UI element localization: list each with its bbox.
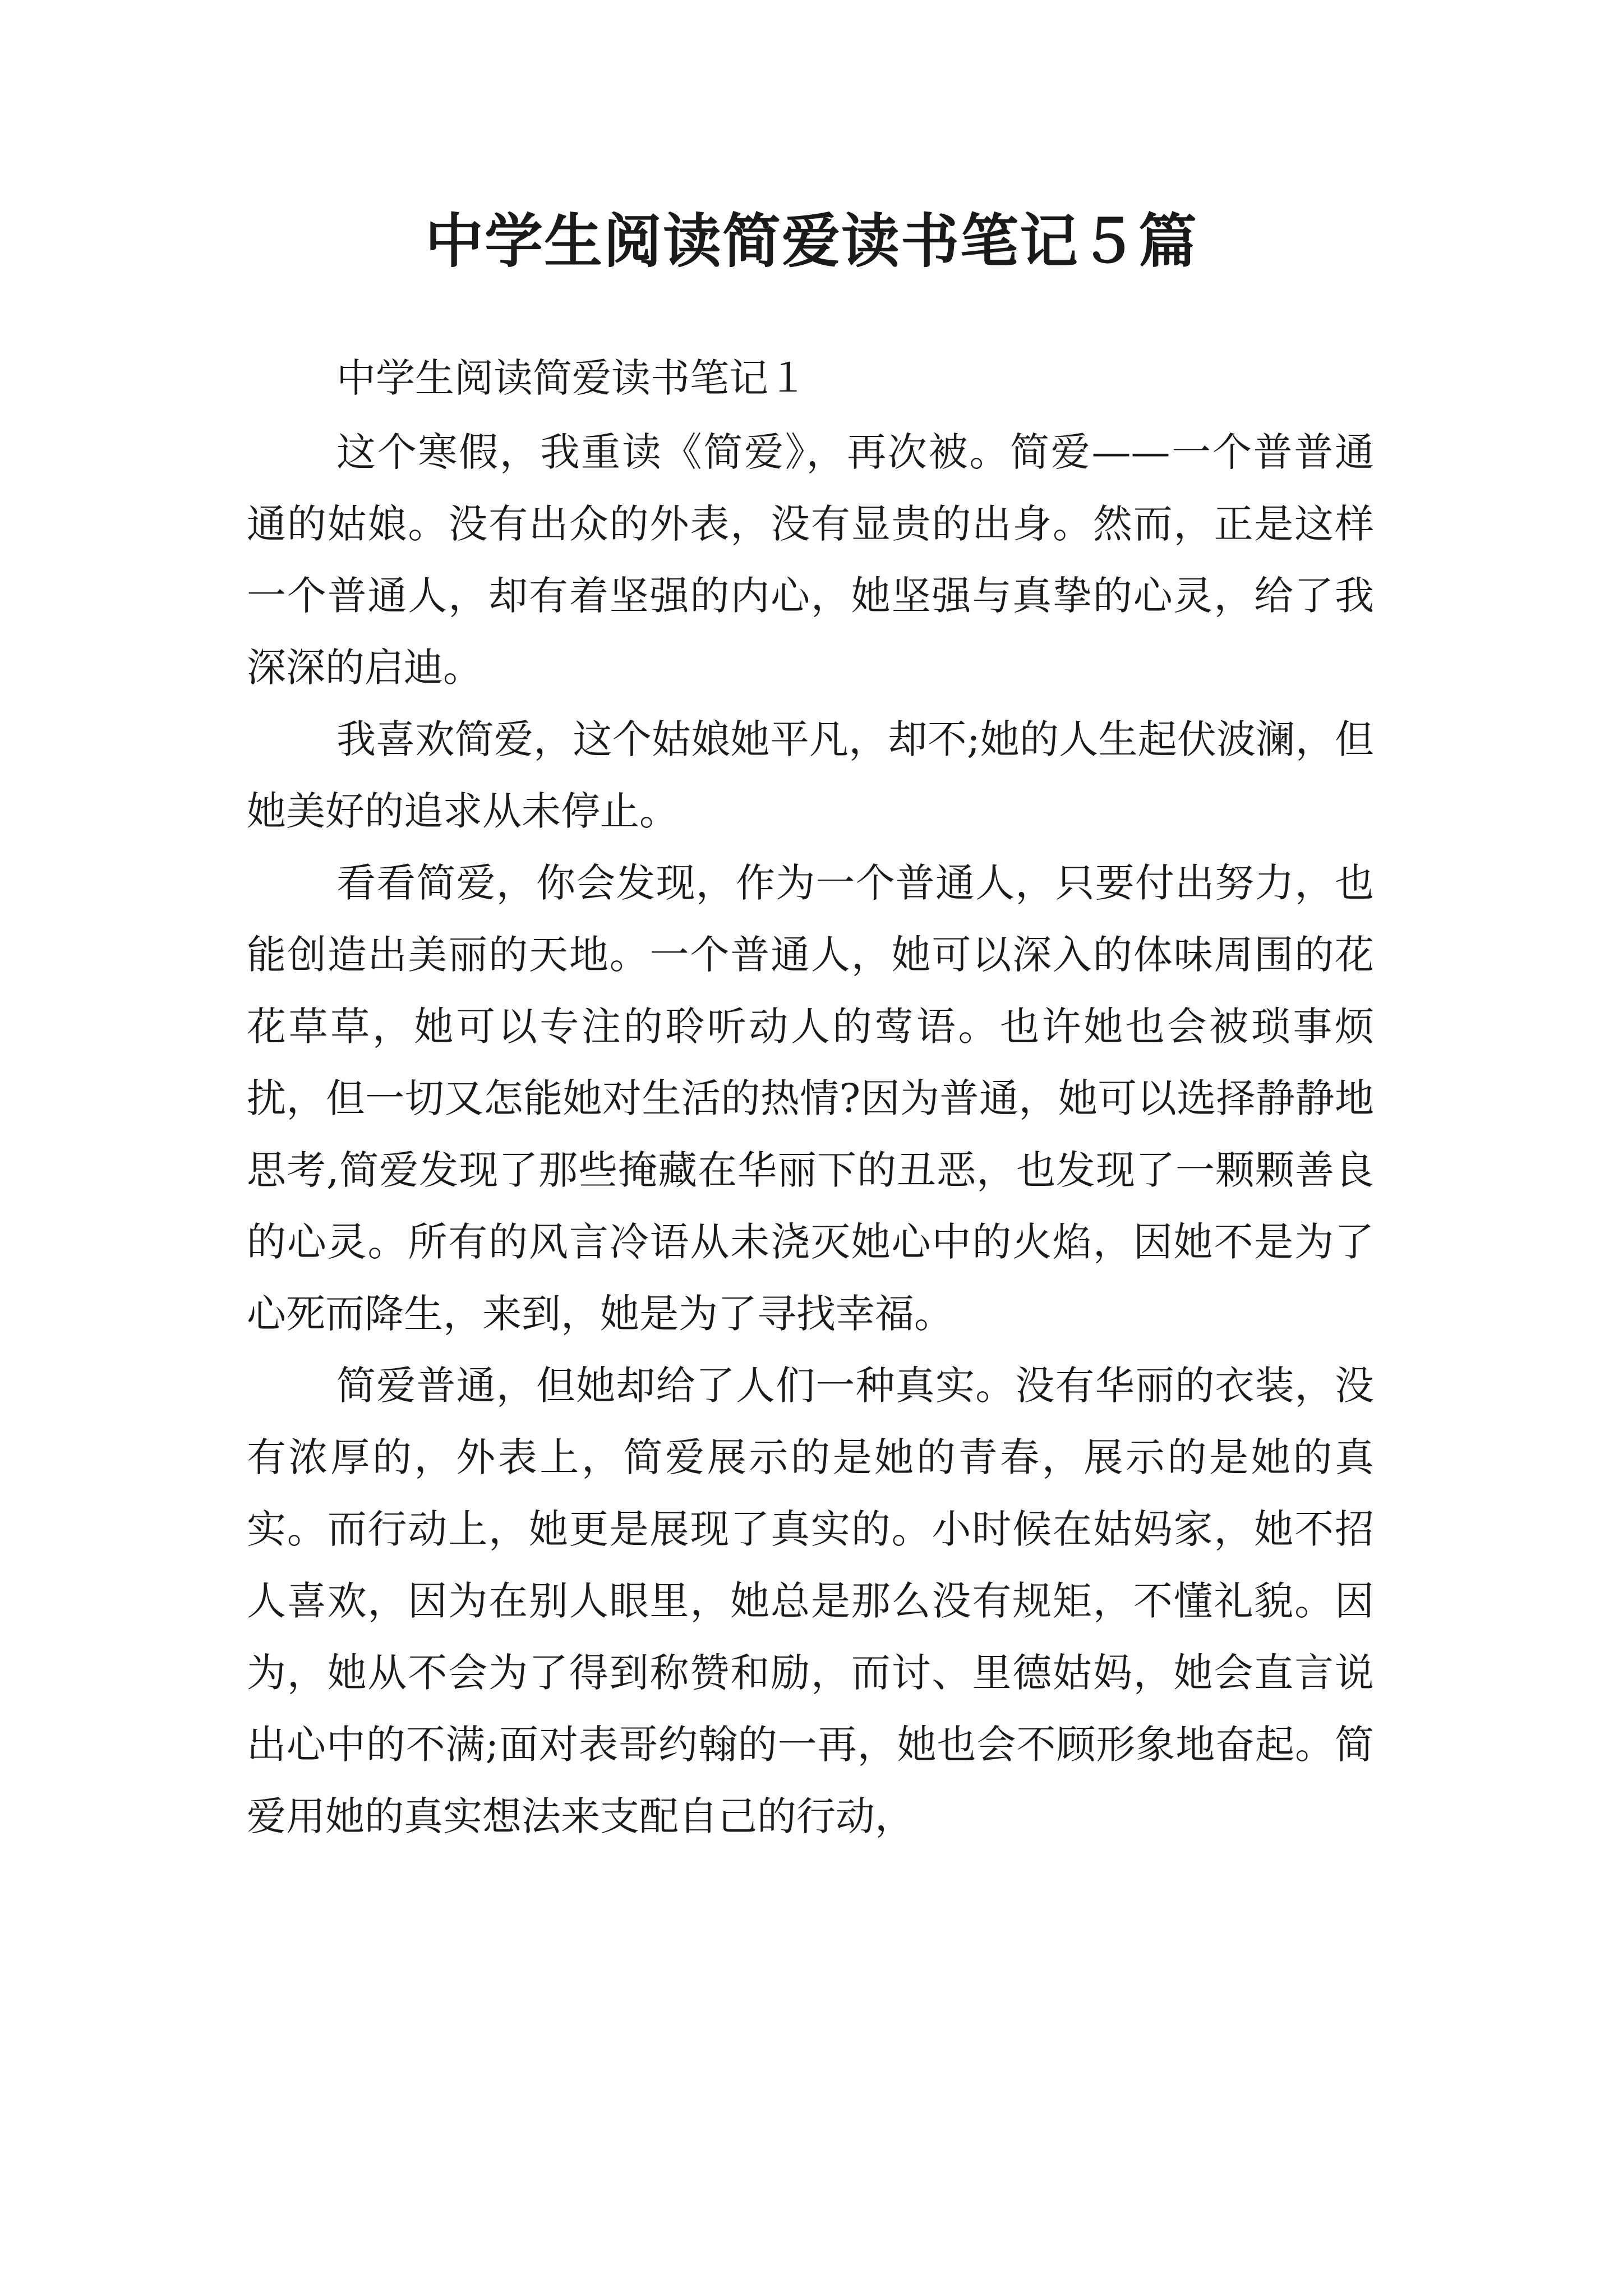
document-title: 中学生阅读简爱读书笔记５篇 [425, 206, 1198, 275]
body-paragraph-2: 我喜欢简爱，这个姑娘她平凡，却不;她的人生起伏波澜，但她美好的追求从未停止。 [247, 716, 1374, 834]
body-paragraph-3: 看看简爱，你会发现，作为一个普通人，只要付出努力，也能创造出美丽的天地。一个普通人，她可以深入的体味周围的花花草草，她可以专注的聆听动人的莺语。也许她也会被琐事烦扰，但一切又怎能她对生活的热情?因为普通，她可以选择静静地思考,简爱发现了那些掩藏在华丽下的丑恶，也发现了一颗颗善良的心灵。所有的风言冷语从未浇灭她心中的火焰，因她不是为了心死而降生，来到，她是为了寻找幸福。 [247, 860, 1374, 1337]
section-heading: 中学生阅读简爱读书笔记１ [336, 355, 808, 401]
body-paragraph-4: 简爱普通，但她却给了人们一种真实。没有华丽的衣装，没有浓厚的，外表上，简爱展示的是她的青春，展示的是她的真实。而行动上，她更是展现了真实的。小时候在姑妈家，她不招人喜欢，因为在别人眼里，她总是那么没有规矩，不懂礼貌。因为，她从不会为了得到称赞和励，而讨、里德姑妈，她会直言说出心中的不满;面对表哥约翰的一再，她也会不顾形象地奋起。简爱用她的真实想法来支配自己的行动， [247, 1363, 1374, 1839]
document-body [247, 342, 1374, 1852]
body-paragraph-1: 这个寒假，我重读《简爱》，再次被。简爱——一个普普通通的姑娘。没有出众的外表，没有显贵的出身。然而，正是这样一个普通人，却有着坚强的内心，她坚强与真挚的心灵，给了我深深的启迪。 [247, 429, 1374, 691]
